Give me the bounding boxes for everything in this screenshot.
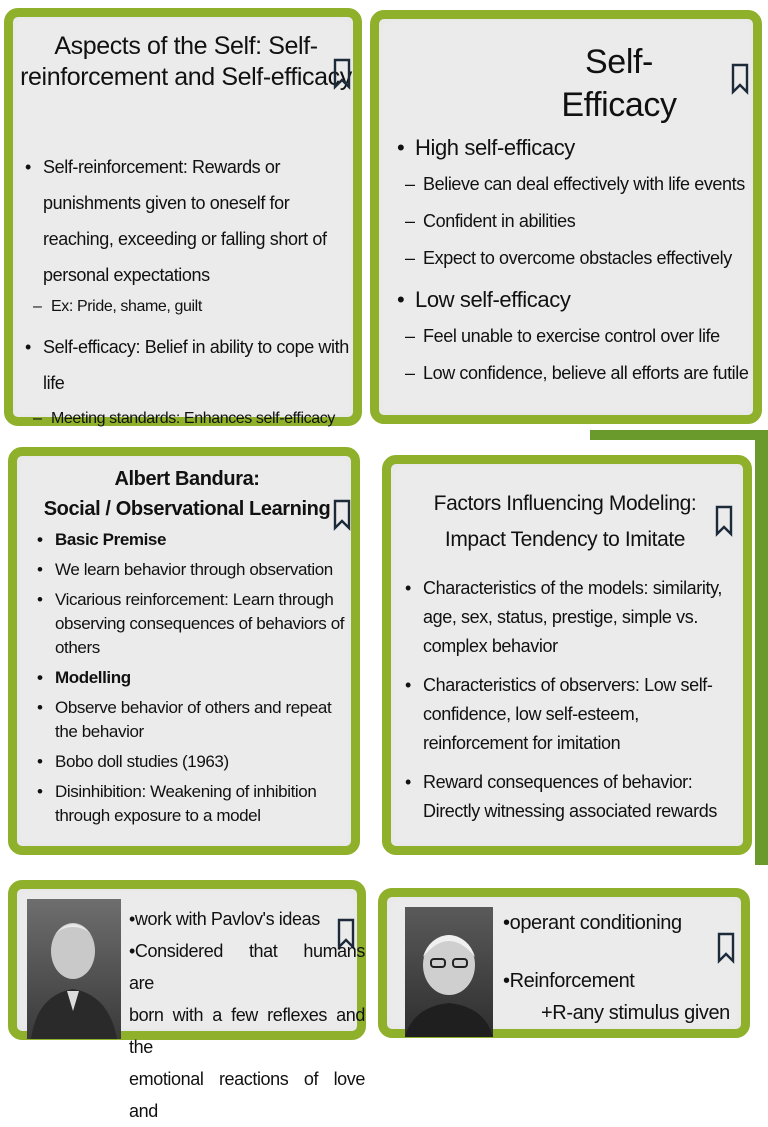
bookmark-icon[interactable] [333, 59, 351, 89]
bullet-item: • Self-efficacy: Belief in ability to cope with life [23, 329, 359, 401]
slide-skinner [378, 888, 750, 1038]
text-line: born with a few reflexes and the [129, 1005, 365, 1057]
slide-self-reinforcement [4, 8, 362, 426]
bullet-item: • Reward consequences of behavior: Directly witnessing associated rewards [403, 768, 737, 826]
slide-text [503, 907, 743, 1029]
sub-bullet-item: – Meeting standards: Enhances self-efficacy [23, 401, 359, 437]
bullet-item: • We learn behavior through observation [35, 558, 353, 582]
green-band-right-1 [590, 430, 768, 440]
slide-bandura [8, 447, 360, 855]
bookmark-icon[interactable] [715, 506, 733, 536]
sub-bullet-item: – Confident in abilities [395, 203, 755, 240]
slide-watson [8, 880, 366, 1121]
bullet-item: • Vicarious reinforcement: Learn through observing consequences of behaviors of others [35, 588, 353, 660]
bullet-item: • Low self-efficacy [395, 281, 755, 318]
text-line: emotional reactions of love and [129, 1069, 365, 1121]
bullet-item: • Basic Premise [35, 528, 353, 552]
green-band-right-2 [755, 440, 768, 865]
title-line: Social / Observational Learning [43, 498, 331, 520]
bullet-item: • Characteristics of observers: Low self-confidence, low self-esteem, reinforcement for imitation [403, 671, 737, 758]
slide-title [27, 464, 347, 524]
slide-text [129, 903, 365, 1127]
sub-bullet-item: – Believe can deal effectively with life events [395, 166, 755, 203]
slide-bullets [35, 528, 353, 828]
sub-bullet-item: – Expect to overcome obstacles effectively [395, 240, 755, 277]
bullet-item: • Modelling [35, 666, 353, 690]
slide-bullets [403, 574, 737, 826]
slide-modeling-factors [382, 455, 752, 855]
sub-bullet-item: – Low confidence, believe all efforts are futile [395, 355, 755, 392]
text-line: •work with Pavlov's ideas [129, 909, 320, 929]
bullet-item: • Self-reinforcement: Rewards or punishments given to oneself for reaching, exceeding or falling short of personal expectations [23, 149, 359, 293]
slide-title: Factors Influencing Modeling: Impact Tendency to Imitate [433, 492, 697, 551]
bullet-item: • High self-efficacy [395, 129, 755, 166]
bullet-item: • Observe behavior of others and repeat the behavior [35, 696, 353, 744]
slide-bullets [395, 129, 755, 392]
slide-title: Self-Efficacy [561, 43, 677, 124]
sub-bullet-item: – Feel unable to exercise control over life [395, 318, 755, 355]
bullet-item: • Characteristics of the models: similarity, age, sex, status, prestige, simple vs. complex behavior [403, 574, 737, 661]
portrait-photo [27, 899, 121, 1039]
bookmark-icon[interactable] [333, 500, 351, 530]
text-line: •operant conditioning [503, 912, 682, 934]
title-line: Albert Bandura: [114, 468, 260, 490]
slide-title: Aspects of the Self: Self-reinforcement and Self-efficacy [20, 32, 352, 92]
slide-self-efficacy [370, 10, 762, 424]
bullet-item: • Bobo doll studies (1963) [35, 750, 353, 774]
bullet-item: • Disinhibition: Weakening of inhibition through exposure to a model [35, 780, 353, 828]
text-line: +R-any stimulus given [541, 1002, 730, 1024]
text-line: •Considered that humans are [129, 941, 365, 993]
text-line: •Reinforcement [503, 970, 635, 992]
portrait-photo [405, 907, 493, 1037]
sub-bullet-item: – Ex: Pride, shame, guilt [23, 289, 359, 325]
bookmark-icon[interactable] [731, 64, 749, 94]
